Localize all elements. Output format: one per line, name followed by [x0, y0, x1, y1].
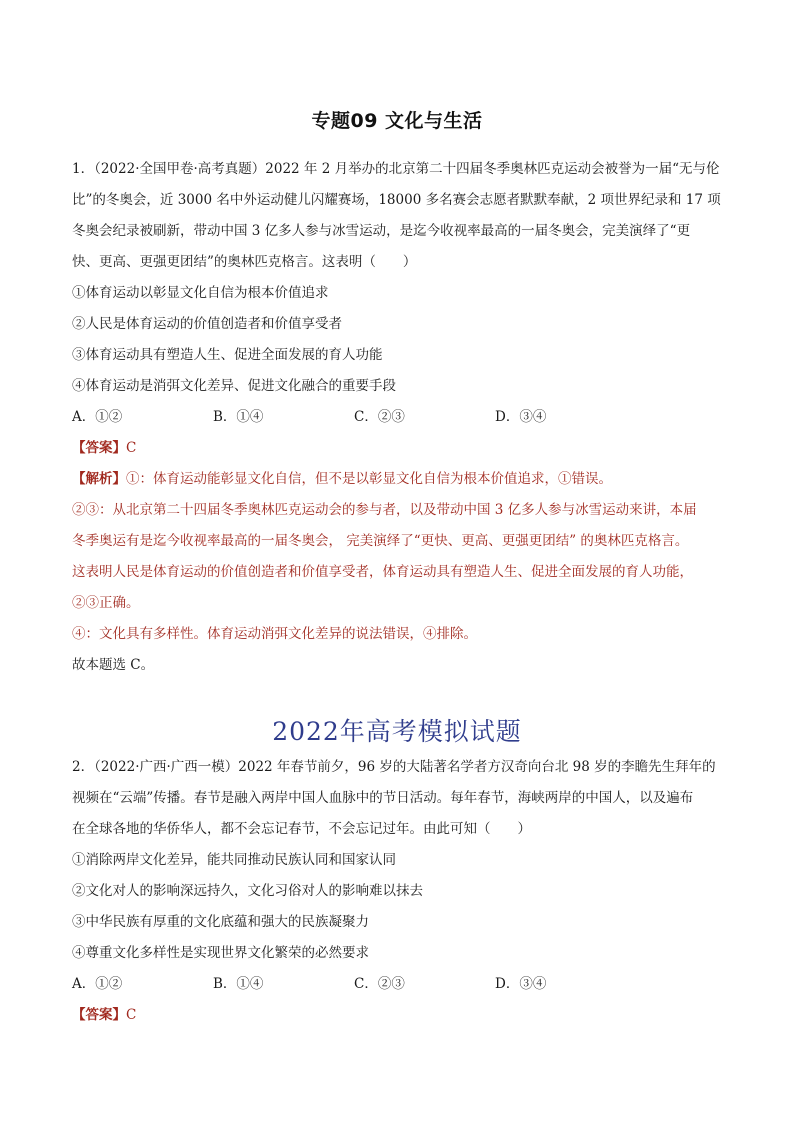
question-2-statements — [72, 845, 724, 969]
question-2-stem-line: 在全球各地的华侨华人，都不会忘记春节，不会忘记过年。由此可知（ ） — [72, 821, 531, 837]
question-2-stem-line: 视频在“云端”传播。春节是融入两岸中国人血脉中的节日活动。每年春节，海峡两岸的中国人，以及遍布 — [72, 790, 694, 806]
question-1-analysis — [72, 464, 724, 650]
question-1-stem-line: 1．（2022·全国甲卷·高考真题）2022 年 2 月举办的北京第二十四届冬季奥林匹克运动会被誉为一届“无与伦 — [72, 161, 720, 177]
question-1-stem-line: 冬奥会纪录被刷新，带动中国 3 亿多人参与冰雪运动，是迄今收视率最高的一届冬奥会，完美演绎了“更 — [72, 223, 691, 239]
option-d: D．③④ — [495, 976, 547, 992]
question-1-options — [72, 402, 724, 433]
answer-tag: 【答案】 — [72, 1007, 126, 1023]
statement-item: ④体育运动是消弭文化差异、促进文化融合的重要手段 — [72, 378, 396, 394]
analysis-line: 这表明人民是体育运动的价值创造者和价值享受者，体育运动具有塑造人生、促进全面发展的育人功能， — [72, 564, 693, 580]
question-2-answer — [72, 1000, 724, 1031]
section-banner: 2022年高考模拟试题 — [272, 717, 522, 746]
question-1-statements — [72, 278, 724, 402]
question-2-options — [72, 969, 724, 1000]
statement-item: ②文化对人的影响深远持久，文化习俗对人的影响难以抹去 — [72, 883, 423, 899]
option-c: C．②③ — [354, 409, 405, 425]
page-title: 专题09 文化与生活 — [311, 110, 483, 132]
option-c: C．②③ — [354, 976, 405, 992]
analysis-line: ①：体育运动能彰显文化自信，但不是以彰显文化自信为根本价值追求，①错误。 — [126, 471, 612, 487]
option-a: A．①② — [72, 409, 123, 425]
question-1-stem — [72, 154, 724, 278]
option-b: B．①④ — [213, 409, 264, 425]
answer-tag: 【答案】 — [72, 440, 126, 456]
statement-item: ②人民是体育运动的价值创造者和价值享受者 — [72, 316, 342, 332]
analysis-line: ②③：从北京第二十四届冬季奥林匹克运动会的参与者，以及带动中国 3 亿多人参与冰雪运动来讲，本届 — [72, 502, 697, 518]
question-1-stem-line: 快、更高、更强更团结”的奥林匹克格言。这表明（ ） — [72, 254, 417, 270]
question-1-stem-line: 比”的冬奥会，近 3000 名中外运动健儿闪耀赛场，18000 多名赛会志愿者默默奉献，2 项世界纪录和 17 项 — [72, 192, 721, 208]
option-b: B．①④ — [213, 976, 264, 992]
analysis-line: ②③正确。 — [72, 595, 140, 611]
analysis-line: 冬季奥运有是迄今收视率最高的一届冬奥会， 完美演绎了“更快、更高、更强更团结” 的奥林匹克格言。 — [72, 533, 689, 549]
question-2-stem-line: 2．（2022·广西·广西一模）2022 年春节前夕，96 岁的大陆著名学者方汉奇向台北 98 岁的李瞻先生拜年的 — [72, 759, 716, 775]
question-2 — [72, 752, 724, 1031]
analysis-tag: 【解析】 — [72, 471, 126, 487]
answer-value: C — [126, 1007, 137, 1023]
answer-value: C — [126, 440, 137, 456]
question-1-answer — [72, 433, 724, 464]
statement-item: ①消除两岸文化差异，能共同推动民族认同和国家认同 — [72, 852, 396, 868]
question-1 — [72, 154, 724, 681]
statement-item: ①体育运动以彰显文化自信为根本价值追求 — [72, 285, 329, 301]
option-d: D．③④ — [495, 409, 547, 425]
statement-item: ③体育运动具有塑造人生、促进全面发展的育人功能 — [72, 347, 383, 363]
analysis-line: ④：文化具有多样性。体育运动消弭文化差异的说法错误，④排除。 — [72, 626, 477, 642]
question-2-stem — [72, 752, 724, 845]
statement-item: ④尊重文化多样性是实现世界文化繁荣的必然要求 — [72, 945, 369, 961]
question-1-conclusion: 故本题选 C。 — [72, 657, 155, 673]
statement-item: ③中华民族有厚重的文化底蕴和强大的民族凝聚力 — [72, 914, 369, 930]
option-a: A．①② — [72, 976, 123, 992]
